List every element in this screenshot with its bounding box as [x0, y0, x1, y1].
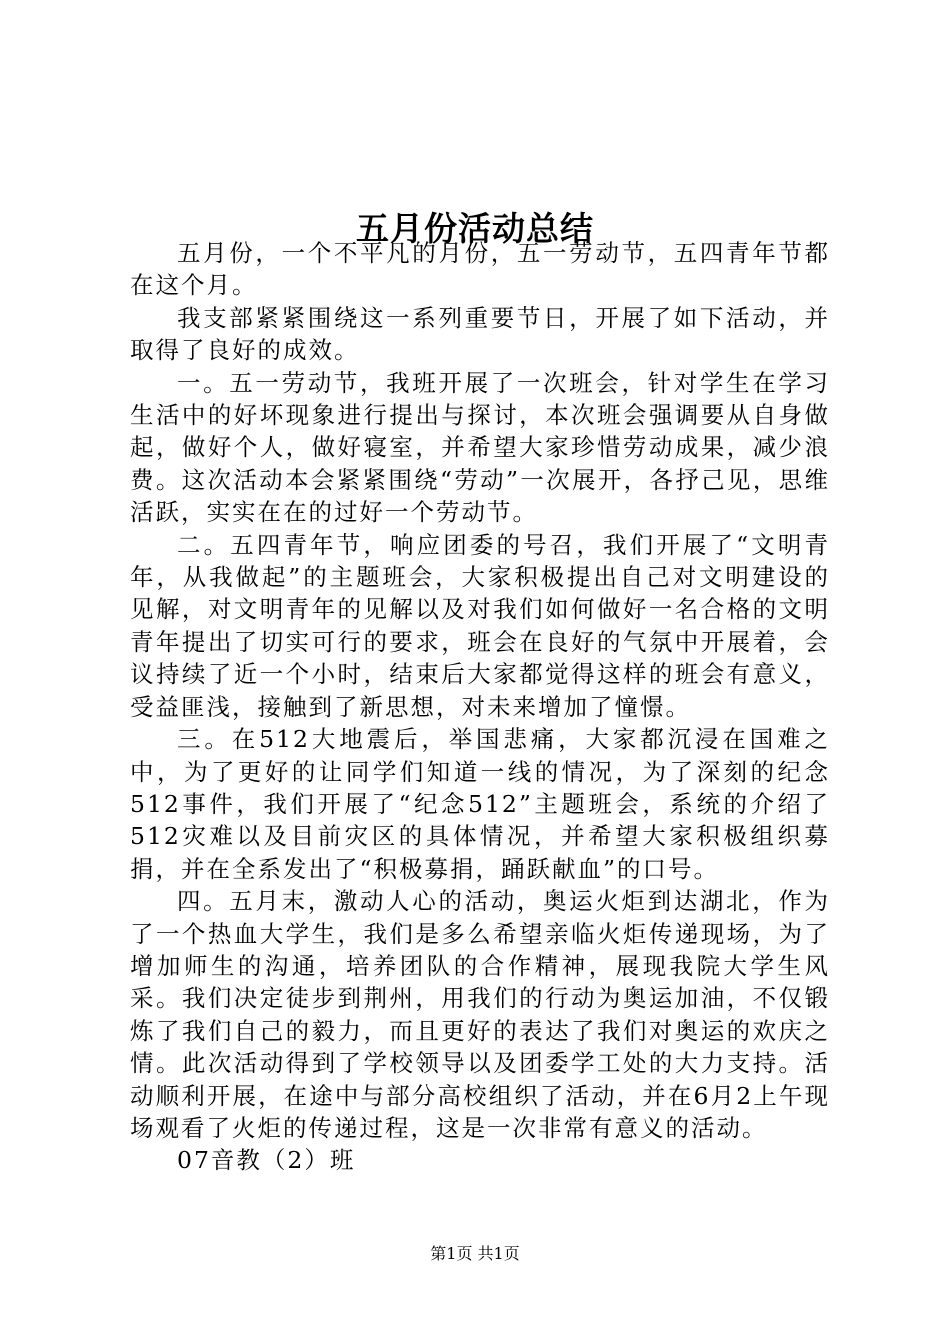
document-body [130, 237, 830, 1177]
paragraph-olympic-torch: 四。五月末，激动人心的活动，奥运火炬到达湖北，作为了一个热血大学生，我们是多么希望亲临火炬传递现场，为了增加师生的沟通，培养团队的合作精神，展现我院大学生风采。我们决定徒步到荆州，用我们的行动为奥运加油，不仅锻炼了我们自己的毅力，而且更好的表达了我们对奥运的欢庆之情。此次活动得到了学校领导以及团委学工处的大力支持。活动顺利开展，在途中与部分高校组织了活动，并在6月2上午现场观看了火炬的传递过程，这是一次非常有意义的活动。 [130, 887, 830, 1142]
page-footer [0, 1243, 950, 1265]
paragraph-youth-day: 二。五四青年节，响应团委的号召，我们开展了“文明青年，从我做起”的主题班会，大家积极提出自己对文明建设的见解，对文明青年的见解以及对我们如何做好一名合格的文明青年提出了切实可行的要求，班会在良好的气氛中开展着，会议持续了近一个小时，结束后大家都觉得这样的班会有意义，受益匪浅，接触到了新思想，对未来增加了憧憬。 [130, 530, 830, 721]
paragraph-labor-day: 一。五一劳动节，我班开展了一次班会，针对学生在学习生活中的好坏现象进行提出与探讨，本次班会强调要从自身做起，做好个人，做好寝室，并希望大家珍惜劳动成果，减少浪费。这次活动本会紧紧围绕“劳动”一次展开，各抒己见，思维活跃，实实在在的过好一个劳动节。 [130, 368, 830, 527]
document-title: 五月份活动总结 [356, 209, 594, 249]
page-indicator: 第1页 共1页 [430, 1244, 520, 1263]
paragraph-summary: 我支部紧紧围绕这一系列重要节日，开展了如下活动，并取得了良好的成效。 [130, 303, 830, 365]
paragraph-earthquake: 三。在512大地震后，举国悲痛，大家都沉浸在国难之中，为了更好的让同学们知道一线的情况，为了深刻的纪念512事件，我们开展了“纪念512”主题班会，系统的介绍了512灾难以及目前灾区的具体情况，并希望大家积极组织募捐，并在全系发出了“积极募捐，踊跃献血”的口号。 [130, 725, 830, 883]
signature: 07音教（2）班 [177, 1146, 356, 1175]
paragraph-intro: 五月份，一个不平凡的月份，五一劳动节，五四青年节都在这个月。 [130, 239, 830, 300]
